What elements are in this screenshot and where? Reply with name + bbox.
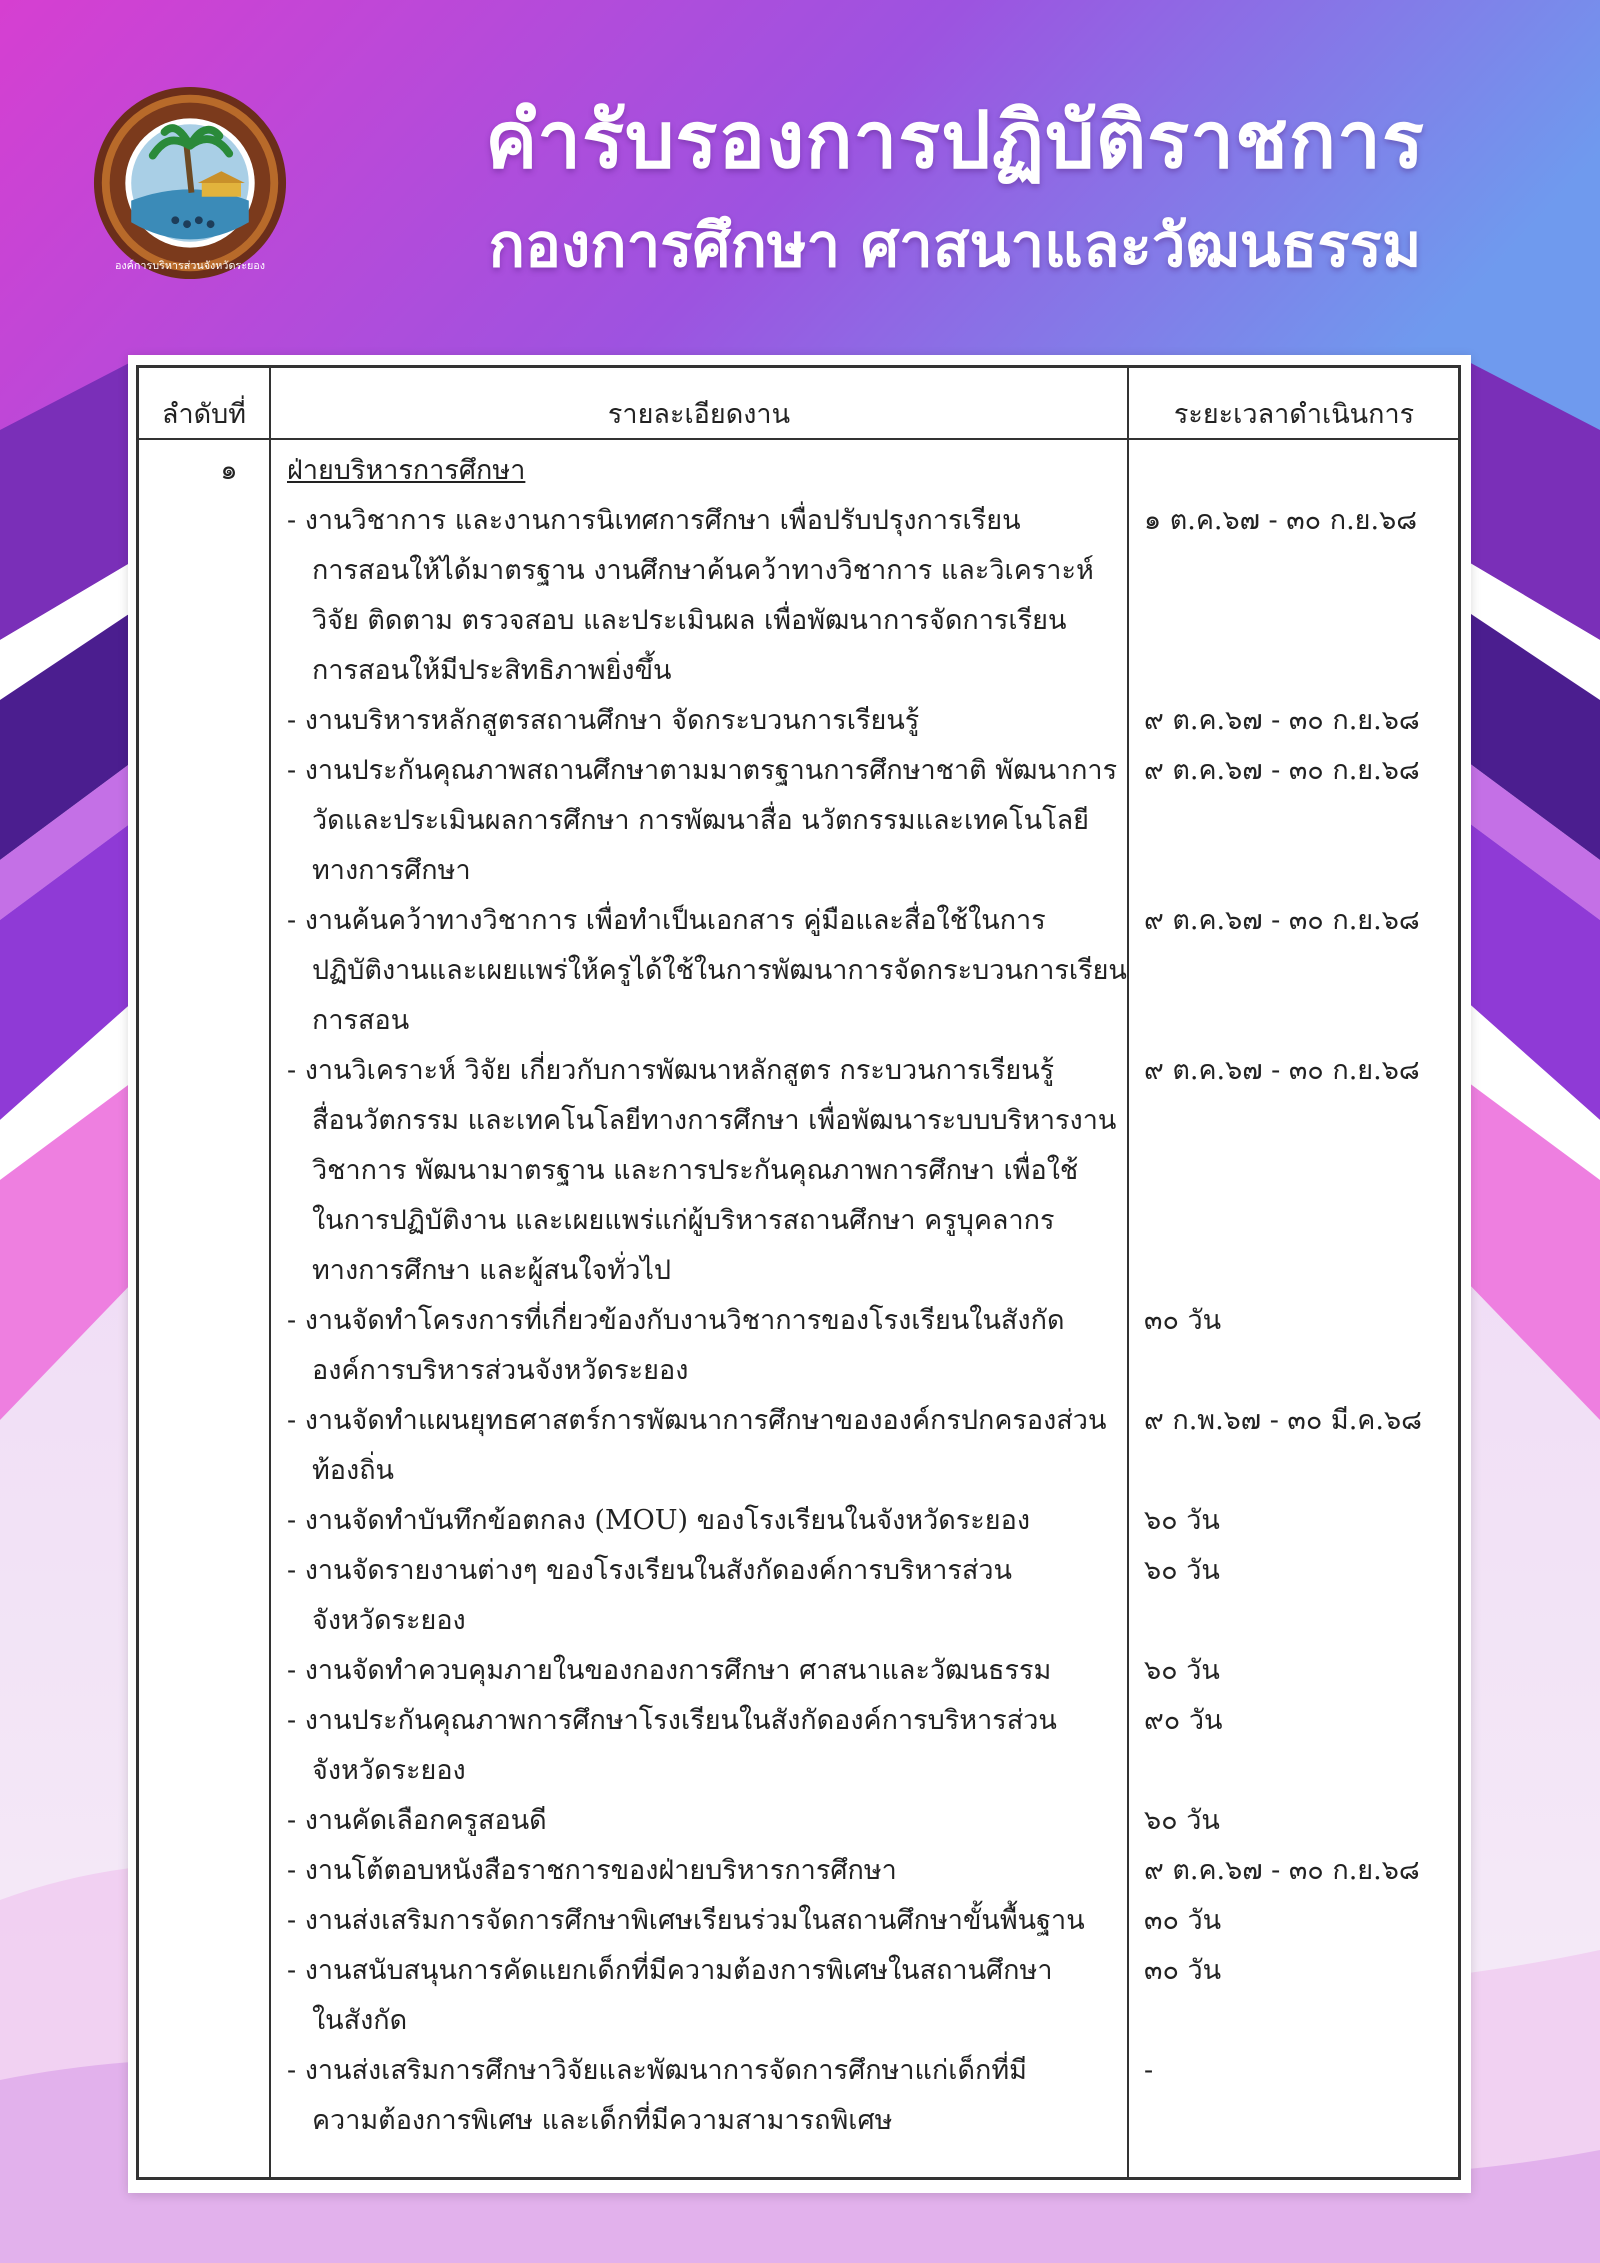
column-header-number: ลำดับที่: [161, 399, 247, 430]
column-header-duration: ระยะเวลาดำเนินการ: [1173, 399, 1415, 430]
task-item: - งานวิชาการ และงานการนิเทศการศึกษา เพื่อปรับปรุงการเรียน: [287, 505, 1021, 536]
item-number: ๑: [220, 455, 238, 486]
task-item: - งานวิเคราะห์ วิจัย เกี่ยวกับการพัฒนาหลักสูตร กระบวนการเรียนรู้: [287, 1055, 1055, 1086]
task-item: - งานจัดทำบันทึกข้อตกลง (MOU) ของโรงเรียนในจังหวัดระยอง: [287, 1505, 1031, 1536]
table: [136, 365, 1461, 2180]
task-item-continuation: การสอนให้ได้มาตรฐาน งานศึกษาค้นคว้าทางวิชาการ และวิเคราะห์: [312, 555, 1094, 586]
task-item: - งานจัดทำแผนยุทธศาสตร์การพัฒนาการศึกษาขององค์กรปกครองส่วน: [287, 1405, 1107, 1436]
task-item-continuation: ในการปฏิบัติงาน และเผยแพร่แก่ผู้บริหารสถานศึกษา ครูบุคลากร: [312, 1205, 1055, 1236]
task-item: - งานส่งเสริมการจัดการศึกษาพิเศษเรียนร่วมในสถานศึกษาขั้นพื้นฐาน: [287, 1905, 1085, 1936]
seal-ring-text: องค์การบริหารส่วนจังหวัดระยอง: [114, 259, 266, 273]
task-item-continuation: ทางการศึกษา และผู้สนใจทั่วไป: [312, 1255, 672, 1286]
palm-tree-seal-icon: [92, 85, 288, 281]
task-item-continuation: การสอนให้มีประสิทธิภาพยิ่งขึ้น: [312, 655, 672, 686]
duration-cell: ๙ ต.ค.๖๗ - ๓๐ ก.ย.๖๘: [1144, 905, 1420, 936]
task-item-continuation: สื่อนวัตกรรม และเทคโนโลยีทางการศึกษา เพื่อพัฒนาระบบบริหารงาน: [312, 1105, 1117, 1136]
task-item: - งานประกันคุณภาพสถานศึกษาตามมาตรฐานการศึกษาชาติ พัฒนาการ: [287, 755, 1118, 786]
task-item: - งานบริหารหลักสูตรสถานศึกษา จัดกระบวนการเรียนรู้: [287, 705, 920, 736]
duration-cell: ๙ ต.ค.๖๗ - ๓๐ ก.ย.๖๘: [1144, 705, 1420, 736]
duration-cell: -: [1144, 2055, 1154, 2086]
task-item-continuation: ความต้องการพิเศษ และเด็กที่มีความสามารถพิเศษ: [312, 2105, 893, 2136]
duration-cell: ๓๐ วัน: [1144, 1905, 1222, 1936]
column-divider: [269, 368, 271, 2177]
task-item-continuation: จังหวัดระยอง: [312, 1605, 466, 1636]
task-item: - งานจัดรายงานต่างๆ ของโรงเรียนในสังกัดองค์การบริหารส่วน: [287, 1555, 1013, 1586]
task-item-continuation: วิจัย ติดตาม ตรวจสอบ และประเมินผล เพื่อพัฒนาการจัดการเรียน: [312, 605, 1067, 636]
duration-cell: ๙ ต.ค.๖๗ - ๓๐ ก.ย.๖๘: [1144, 755, 1420, 786]
duration-cell: ๙๐ วัน: [1144, 1705, 1223, 1736]
task-item-continuation: ในสังกัด: [312, 2005, 408, 2036]
task-item-continuation: วิชาการ พัฒนามาตรฐาน และการประกันคุณภาพการศึกษา เพื่อใช้: [312, 1155, 1079, 1186]
task-item-continuation: ปฏิบัติงานและเผยแพร่ให้ครูได้ใช้ในการพัฒนาการจัดกระบวนการเรียน: [312, 955, 1127, 986]
duration-cell: ๓๐ วัน: [1144, 1955, 1222, 1986]
task-item: - งานสนับสนุนการคัดแยกเด็กที่มีความต้องการพิเศษในสถานศึกษา: [287, 1955, 1053, 1986]
page-title: คำรับรองการปฏิบัติราชการ: [485, 96, 1425, 186]
duration-cell: ๙ ก.พ.๖๗ - ๓๐ มี.ค.๖๘: [1144, 1405, 1422, 1436]
task-item: - งานโต้ตอบหนังสือราชการของฝ่ายบริหารการศึกษา: [287, 1855, 897, 1886]
duration-cell: ๖๐ วัน: [1144, 1505, 1220, 1536]
column-header-details: รายละเอียดงาน: [607, 399, 791, 430]
document-paper: [128, 355, 1471, 2193]
task-item-continuation: องค์การบริหารส่วนจังหวัดระยอง: [312, 1355, 689, 1386]
task-item: - งานจัดทำโครงการที่เกี่ยวข้องกับงานวิชาการของโรงเรียนในสังกัด: [287, 1305, 1065, 1336]
duration-cell: ๓๐ วัน: [1144, 1305, 1222, 1336]
task-item: - งานประกันคุณภาพการศึกษาโรงเรียนในสังกัดองค์การบริหารส่วน: [287, 1705, 1057, 1736]
page-subtitle: กองการศึกษา ศาสนาและวัฒนธรรม: [488, 211, 1422, 281]
header-row-divider: [139, 438, 1458, 440]
duration-cell: ๖๐ วัน: [1144, 1655, 1220, 1686]
duration-cell: ๖๐ วัน: [1144, 1555, 1220, 1586]
task-item: - งานจัดทำควบคุมภายในของกองการศึกษา ศาสนาและวัฒนธรรม: [287, 1655, 1052, 1686]
task-item: - งานค้นคว้าทางวิชาการ เพื่อทำเป็นเอกสาร คู่มือและสื่อใช้ในการ: [287, 905, 1046, 936]
duration-cell: ๙ ต.ค.๖๗ - ๓๐ ก.ย.๖๘: [1144, 1855, 1420, 1886]
task-item: - งานส่งเสริมการศึกษาวิจัยและพัฒนาการจัดการศึกษาแก่เด็กที่มี: [287, 2055, 1027, 2086]
column-divider: [1127, 368, 1129, 2177]
task-item-continuation: ทางการศึกษา: [312, 855, 471, 886]
task-item-continuation: ท้องถิ่น: [312, 1455, 395, 1486]
task-item-continuation: วัดและประเมินผลการศึกษา การพัฒนาสื่อ นวัตกรรมและเทคโนโลยี: [312, 805, 1089, 836]
task-item-continuation: การสอน: [312, 1005, 410, 1036]
task-item-continuation: จังหวัดระยอง: [312, 1755, 466, 1786]
duration-cell: ๖๐ วัน: [1144, 1805, 1220, 1836]
section-heading: ฝ่ายบริหารการศึกษา: [287, 455, 526, 486]
duration-cell: ๙ ต.ค.๖๗ - ๓๐ ก.ย.๖๘: [1144, 1055, 1420, 1086]
duration-cell: ๑ ต.ค.๖๗ - ๓๐ ก.ย.๖๘: [1144, 505, 1418, 536]
task-item: - งานคัดเลือกครูสอนดี: [287, 1805, 547, 1836]
